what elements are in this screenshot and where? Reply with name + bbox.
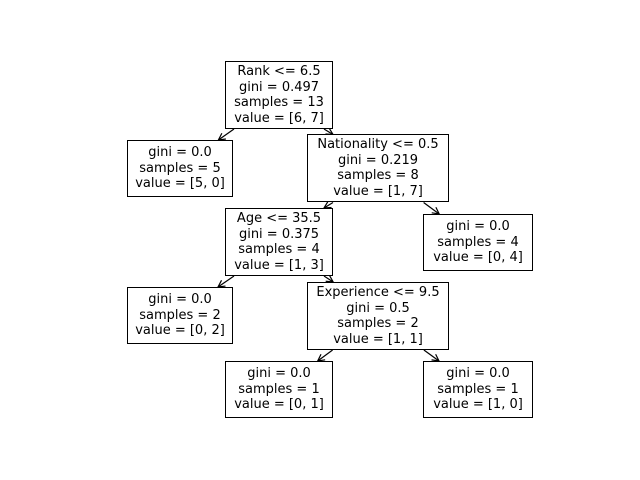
- edge-age-to-leaf-age-true: [218, 276, 234, 287]
- node-samples: samples = 4: [238, 242, 320, 257]
- node-samples: samples = 4: [437, 234, 519, 250]
- node-gini: gini = 0.0: [148, 292, 212, 308]
- node-gini: gini = 0.0: [148, 145, 212, 161]
- node-gini: gini = 0.497: [238, 79, 320, 95]
- node-value: value = [6, 7]: [234, 110, 324, 126]
- node-gini: gini = 0.5: [346, 300, 410, 316]
- node-split-condition: Rank <= 6.5: [237, 64, 321, 79]
- tree-node-leaf-rank-true: [127, 140, 233, 197]
- edge-root-to-leaf-rank-true: [218, 129, 234, 140]
- node-value: value = [1, 7]: [333, 183, 423, 199]
- node-gini: gini = 0.0: [446, 219, 510, 235]
- node-value: value = [0, 2]: [135, 323, 225, 339]
- node-value: value = [0, 1]: [234, 397, 324, 413]
- node-samples: samples = 2: [337, 316, 419, 331]
- tree-node-leaf-age-true: [127, 287, 233, 344]
- tree-node-leaf-nationality-false: [423, 214, 533, 271]
- node-samples: samples = 5: [139, 160, 221, 176]
- node-gini: gini = 0.0: [446, 366, 510, 382]
- node-value: value = [1, 1]: [333, 331, 423, 347]
- edge-nationality-to-leaf-nationality-false: [424, 203, 440, 215]
- tree-node-root: [225, 61, 333, 129]
- tree-node-leaf-experience-true: [225, 361, 333, 418]
- node-samples: samples = 13: [234, 95, 324, 110]
- edge-experience-to-leaf-experience-true: [318, 350, 333, 361]
- node-value: value = [1, 0]: [433, 397, 523, 413]
- node-split-condition: Nationality <= 0.5: [317, 137, 439, 152]
- node-value: value = [0, 4]: [433, 250, 523, 266]
- node-samples: samples = 2: [139, 307, 221, 323]
- node-value: value = [1, 3]: [234, 257, 324, 273]
- node-split-condition: Age <= 35.5: [236, 211, 322, 226]
- node-split-condition: Experience <= 9.5: [316, 285, 440, 300]
- tree-node-age: [225, 208, 333, 276]
- node-samples: samples = 8: [337, 168, 419, 183]
- tree-node-nationality: [307, 134, 449, 202]
- node-gini: gini = 0.0: [247, 366, 311, 382]
- tree-node-experience: [307, 282, 449, 350]
- tree-node-leaf-experience-false: [423, 361, 533, 418]
- node-gini: gini = 0.219: [337, 152, 419, 168]
- node-samples: samples = 1: [437, 381, 519, 397]
- node-samples: samples = 1: [238, 381, 320, 397]
- edge-experience-to-leaf-experience-false: [424, 350, 439, 361]
- node-gini: gini = 0.375: [238, 226, 320, 242]
- node-value: value = [5, 0]: [135, 176, 225, 192]
